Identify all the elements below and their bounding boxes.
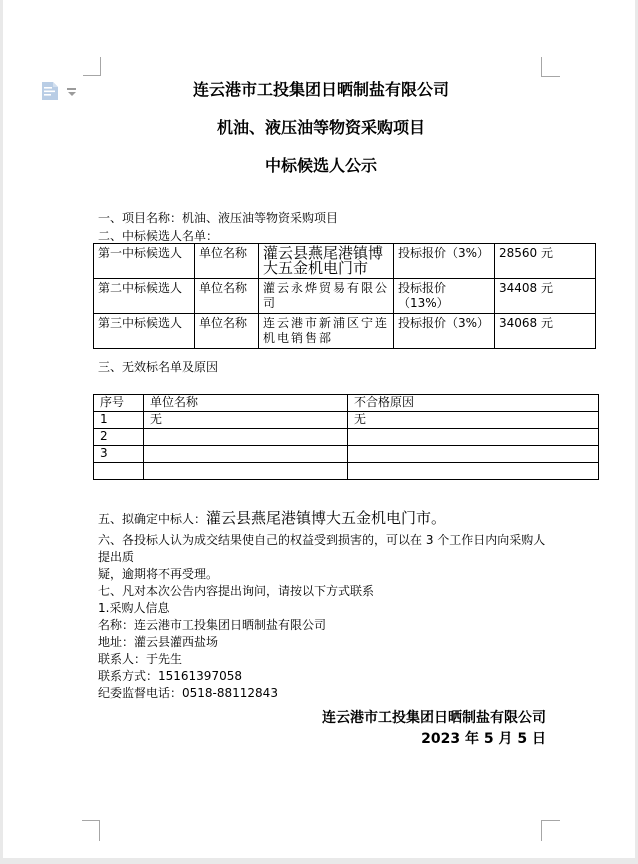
title-project: 机油、液压油等物资采购项目 bbox=[216, 118, 425, 137]
candidates-table bbox=[93, 243, 596, 349]
paste-options-button[interactable] bbox=[41, 81, 79, 103]
price-label-cell: 投标报价（13%） bbox=[394, 279, 495, 314]
seq-cell: 2 bbox=[94, 429, 144, 446]
table-row bbox=[94, 279, 596, 314]
rank-cell: 第一中标候选人 bbox=[94, 244, 195, 279]
unit-label-cell: 单位名称 bbox=[195, 244, 259, 279]
unit-name-cell: 无 bbox=[144, 412, 348, 429]
supervise-phone: 纪委监督电话：0518-88112843 bbox=[98, 686, 278, 700]
section-6-line1: 六、各投标人认为成交结果使自己的权益受到损害的，可以在 3 个工作日内向采购人提出质 bbox=[98, 533, 546, 564]
section-1-project-name: 一、项目名称：机油、液压油等物资采购项目 bbox=[98, 211, 339, 225]
reason-cell: 无 bbox=[348, 412, 599, 429]
reason-cell bbox=[348, 446, 599, 463]
margin-crop-mark-top-left bbox=[83, 57, 101, 76]
table-row bbox=[94, 446, 599, 463]
rank-cell: 第三中标候选人 bbox=[94, 314, 195, 349]
table-header-row bbox=[94, 395, 599, 412]
title-announcement: 中标候选人公示 bbox=[264, 156, 377, 175]
section-7-contact-note: 七、凡对本次公告内容提出询问，请按以下方式联系 bbox=[98, 584, 375, 598]
unit-label-cell: 单位名称 bbox=[195, 314, 259, 349]
unit-name-cell: 连云港市新浦区宁连机电销售部 bbox=[259, 314, 394, 349]
paste-icon bbox=[41, 81, 59, 105]
margin-crop-mark-bottom-left bbox=[82, 820, 100, 841]
buyer-info-heading: 1.采购人信息 bbox=[98, 601, 170, 615]
header-unit-name: 单位名称 bbox=[144, 395, 348, 412]
price-label-cell: 投标报价（3%） bbox=[394, 244, 495, 279]
unit-name-cell bbox=[144, 446, 348, 463]
table-row bbox=[94, 314, 596, 349]
document-title-block bbox=[98, 80, 544, 194]
table-row bbox=[94, 244, 596, 279]
section-2-heading: 二、中标候选人名单： bbox=[98, 229, 219, 243]
header-seq: 序号 bbox=[94, 395, 144, 412]
unit-name-cell bbox=[144, 463, 348, 480]
section-3-heading: 三、无效标名单及原因 bbox=[98, 360, 219, 374]
contact-person: 联系人：于先生 bbox=[98, 652, 183, 666]
contact-address: 地址：灌云县灌西盐场 bbox=[98, 635, 219, 649]
document-page bbox=[3, 0, 635, 858]
signature-date: 2023 年 5 月 5 日 bbox=[421, 731, 546, 747]
signature-block bbox=[101, 708, 546, 750]
reason-cell bbox=[348, 429, 599, 446]
body-paragraphs bbox=[98, 508, 550, 702]
margin-crop-mark-bottom-right bbox=[541, 820, 560, 841]
price-label-cell: 投标报价（3%） bbox=[394, 314, 495, 349]
table-row bbox=[94, 429, 599, 446]
price-cell: 34068 元 bbox=[495, 314, 596, 349]
rank-cell: 第二中标候选人 bbox=[94, 279, 195, 314]
unit-name-cell bbox=[144, 429, 348, 446]
header-reason: 不合格原因 bbox=[348, 395, 599, 412]
price-cell: 28560 元 bbox=[495, 244, 596, 279]
invalid-bids-table bbox=[93, 394, 599, 480]
seq-cell bbox=[94, 463, 144, 480]
reason-cell bbox=[348, 463, 599, 480]
section-5-winner bbox=[98, 508, 550, 530]
title-company: 连云港市工投集团日晒制盐有限公司 bbox=[192, 80, 449, 99]
price-cell: 34408 元 bbox=[495, 279, 596, 314]
section-5-prefix: 五、拟确定中标人： bbox=[98, 512, 207, 526]
seq-cell: 3 bbox=[94, 446, 144, 463]
contact-name: 名称：连云港市工投集团日晒制盐有限公司 bbox=[98, 618, 327, 632]
unit-name-cell: 灌云永烨贸易有限公司 bbox=[259, 279, 394, 314]
unit-label-cell: 单位名称 bbox=[195, 279, 259, 314]
table-row bbox=[94, 412, 599, 429]
intro-paragraphs bbox=[98, 209, 548, 245]
seq-cell: 1 bbox=[94, 412, 144, 429]
section-6-line2: 疑，逾期将不再受理。 bbox=[98, 567, 219, 581]
signature-company: 连云港市工投集团日晒制盐有限公司 bbox=[322, 710, 546, 726]
unit-name-cell: 灌云县燕尾港镇博大五金机电门市 bbox=[259, 244, 394, 279]
chevron-down-icon bbox=[67, 88, 76, 96]
section-5-winner-name: 灌云县燕尾港镇博大五金机电门市。 bbox=[206, 509, 447, 527]
contact-phone: 联系方式：15161397058 bbox=[98, 669, 242, 683]
table-row bbox=[94, 463, 599, 480]
margin-crop-mark-top-right bbox=[541, 57, 560, 77]
